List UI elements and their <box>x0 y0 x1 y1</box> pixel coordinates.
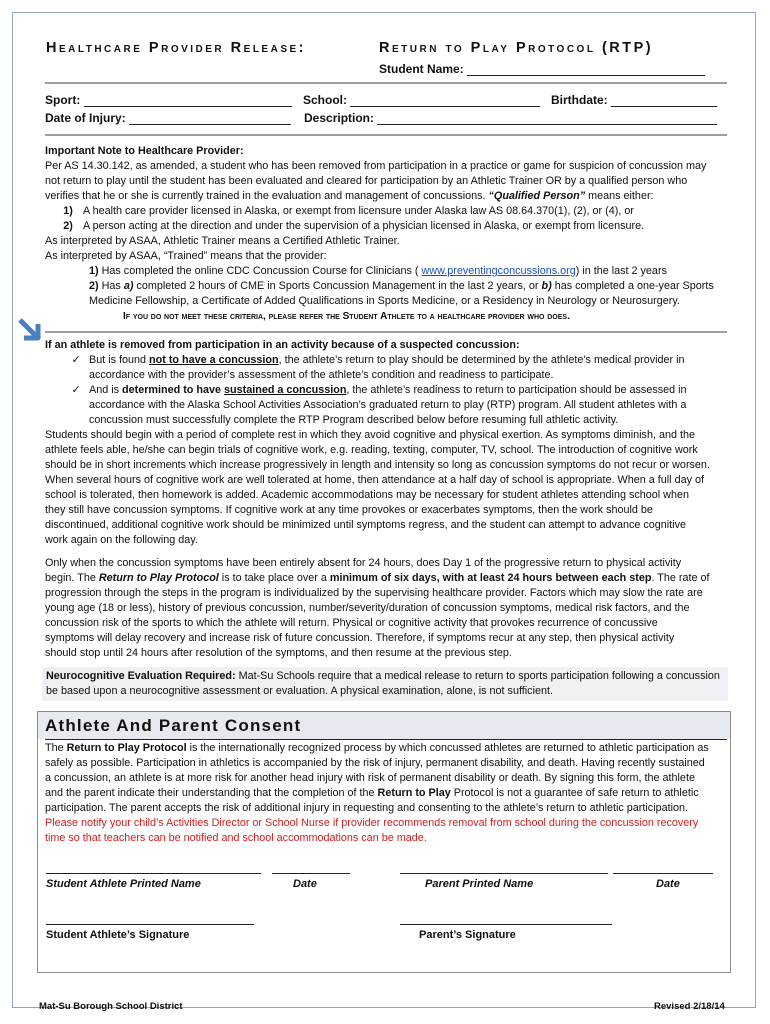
consent-line-3: a concussion, an athlete is at more risk for another head injury with risk of permanent disability or death. By signing this form, the athlete <box>45 772 695 784</box>
rest-para-line-5: school is tolerated, then homework is added. Academic accommodations may be necessary for student athletes attending school when <box>45 489 689 501</box>
birthdate-label: Birthdate: <box>551 93 608 107</box>
trained-2-option-a: a) <box>123 280 134 292</box>
consent-line-4-b: Protocol is not a guarantee of safe return to athletic <box>450 787 699 799</box>
athlete-date-line[interactable] <box>272 873 350 874</box>
note-divider <box>45 331 727 333</box>
trained-item-1 <box>45 264 735 279</box>
athlete-signature-line[interactable] <box>46 924 254 925</box>
rest-para-line-8: work again on the following day. <box>45 534 198 546</box>
check-1-text-a: But is found <box>89 354 150 366</box>
date-of-injury-field[interactable] <box>129 113 291 125</box>
rest-para-line-2: athlete feels able, he/she can begin trials of cognitive work, e.g. reading, texting, computer, TV, school. The introduction of cognitive work <box>45 444 698 456</box>
note-item-2 <box>45 219 735 234</box>
rest-para-line-6: they still have concussion symptoms. If cognitive work at any time provokes or exacerbates symptoms, then the work should be <box>45 504 653 516</box>
rtp-line-5: concussion risk of the sports to which the athlete will return. Physical or cognitive activity that provokes recurrence of concussive <box>45 617 658 629</box>
sport-row <box>45 93 292 107</box>
student-name-row <box>379 62 705 76</box>
parent-signature-line[interactable] <box>400 924 612 925</box>
no-concussion-term: not to have a concussion <box>149 354 279 366</box>
cdc-course-link[interactable]: www.preventingconcussions.org <box>421 265 576 277</box>
birthdate-field[interactable] <box>611 95 717 107</box>
consent-text <box>45 741 735 846</box>
consent-line-1 <box>45 741 735 756</box>
parent-date-label: Date <box>656 878 680 890</box>
trained-item-2 <box>45 279 735 294</box>
rtp-line-7: should stop until 24 hours after resolution of the symptoms, and then resume at the previous step. <box>45 647 512 659</box>
parent-printed-name-label: Parent Printed Name <box>425 878 534 890</box>
removed-section <box>45 338 735 548</box>
date-of-injury-row <box>45 111 291 125</box>
athlete-signature-label: Student Athlete’s Signature <box>46 929 190 941</box>
student-name-label: Student Name: <box>379 62 464 76</box>
header-left-title: Healthcare Provider Release: <box>46 40 306 56</box>
trained-2-text-b: completed 2 hours of CME in Sports Concussion Management in the last 2 years, or <box>133 280 542 292</box>
neurocognitive-text <box>46 669 730 699</box>
check-item-2-cont-1: accordance with the Alaska School Activities Association’s graduated return to play (RTP) program. All student athletes with a <box>89 399 687 411</box>
rest-para-line-3: should be in short increments which increase progressively in length and intensity so long as concussion symptoms do not recur or worsen. <box>45 459 710 471</box>
neuro-line-2: be based upon a neurocognitive assessment or evaluation. A physical examination, alone, is not sufficient. <box>46 685 553 697</box>
note-item-1 <box>45 204 735 219</box>
description-label: Description: <box>304 111 375 125</box>
note-line-2: not return to play until the student has been evaluated and cleared for participation by an Athletic Trainer OR by a qualified person who <box>45 175 688 187</box>
rtp-line-2 <box>45 571 735 586</box>
sustained-concussion-term: sustained a concussion <box>224 384 347 396</box>
item-1-text: A health care provider licensed in Alaska, or exempt from licensure under Alaska law AS 08.64.370(1), (2), or (4), or <box>83 205 634 217</box>
note-line-3 <box>45 189 735 204</box>
athlete-printed-name-label: Student Athlete Printed Name <box>46 878 201 890</box>
birthdate-row <box>551 93 717 107</box>
neuro-line-1 <box>46 669 730 684</box>
header-divider <box>45 82 727 84</box>
check-item-1-cont: accordance with the provider’s assessment of the athlete’s condition and readiness to participate. <box>89 369 554 381</box>
rtp-line-6: symptoms will delay recovery and increase risk of future concussion. Therefore, if symptoms recur at any step, then physical activity <box>45 632 675 644</box>
trained-1-end: ) in the last 2 years <box>575 265 667 277</box>
neuro-line-1-text: Mat-Su Schools require that a medical release to return to sports participation following a concussion <box>235 670 720 682</box>
school-field[interactable] <box>350 95 540 107</box>
check-item-2 <box>45 383 735 398</box>
description-field[interactable] <box>377 113 717 125</box>
parent-signature-label: Parent’s Signature <box>419 929 516 941</box>
consent-line-4-a: and the parent indicate their understanding that the completion of the <box>45 787 378 799</box>
check-2-text-b: , the athlete’s readiness to return to participation should be assessed in <box>346 384 687 396</box>
sport-label: Sport: <box>45 93 81 107</box>
six-days-term: minimum of six days, with at least 24 hours between each step <box>329 572 652 584</box>
trained-2-text-a: Has <box>98 280 124 292</box>
checkmark-icon: ✓ <box>71 354 81 366</box>
important-note-title: Important Note to Healthcare Provider: <box>45 145 244 157</box>
check-item-1 <box>45 353 735 368</box>
footer-district: Mat-Su Borough School District <box>39 1001 183 1012</box>
item-2-text: A person acting at the direction and under the supervision of a physician licensed in Alaska, or exempt from licensure. <box>83 220 645 232</box>
neuro-title: Neurocognitive Evaluation Required: <box>46 670 236 682</box>
rtp-line-3: progression through the steps in the program is individualized by the supervising healthcare provider. Factors which may slow the rate are <box>45 587 703 599</box>
consent-rtp-term-2: Return to Play <box>377 787 451 799</box>
consent-line-5: participation. The parent accepts the risk of additional injury in requesting and consenting to the athlete’s return to athletic participation. <box>45 802 689 814</box>
item-1-number: 1) <box>63 205 73 217</box>
note-line-1: Per AS 14.30.142, as amended, a student who has been removed from participation in a practice or game for suspicion of concussion may <box>45 160 707 172</box>
trained-2-option-b: b) <box>541 280 552 292</box>
sport-field[interactable] <box>84 95 292 107</box>
parent-printed-name-line[interactable] <box>400 873 608 874</box>
athlete-printed-name-line[interactable] <box>46 873 261 874</box>
rtp-line-2-b: is to take place over a <box>218 572 330 584</box>
checkmark-icon: ✓ <box>71 384 81 396</box>
consent-rtp-term: Return to Play Protocol <box>66 742 187 754</box>
asaa-line-1: As interpreted by ASAA, Athletic Trainer means a Certified Athletic Trainer. <box>45 235 400 247</box>
check-2-text-a: And is <box>89 384 123 396</box>
rtp-protocol-term: Return to Play Protocol <box>98 572 219 584</box>
trained-2-text-c: has completed a one-year Sports <box>551 280 714 292</box>
item-2-number: 2) <box>63 220 73 232</box>
trained-2-number: 2) <box>89 280 99 292</box>
check-1-text-b: , the athlete’s return to play should be determined by the athlete’s medical provider in <box>278 354 685 366</box>
trained-1-text: Has completed the online CDC Concussion Course for Clinicians ( <box>98 265 422 277</box>
consent-line-1-b: is the internationally recognized process by which concussed athletes are returned to athletic participation as <box>186 742 709 754</box>
rest-para-line-4: When several hours of cognitive work are well tolerated at home, then attendance at a half day of school is appropriate. When a full day of <box>45 474 704 486</box>
qualified-person-term: “Qualified Person” <box>488 190 586 202</box>
consent-title-rule <box>45 739 727 740</box>
rtp-line-2-c: . The rate of <box>651 572 710 584</box>
criteria-note: If you do not meet these criteria, please refer the Student Athlete to a healthcare provider who does. <box>123 311 570 322</box>
school-row <box>303 93 540 107</box>
footer-revised: Revised 2/18/14 <box>654 1001 725 1012</box>
arrow-pointer-icon <box>18 318 44 344</box>
fields-divider <box>45 134 727 136</box>
note-line-3-end: means either: <box>585 190 654 202</box>
header-right-title: Return to Play Protocol (RTP) <box>379 40 654 56</box>
rtp-line-2-a: begin. The <box>45 572 99 584</box>
determined-term: determined to have <box>122 384 225 396</box>
trained-1-number: 1) <box>89 265 99 277</box>
trained-item-2-cont: Medicine Fellowship, a Certificate of Added Qualifications in Sports Medicine, or a Residency in Neurology or Neurosurgery. <box>89 295 680 307</box>
consent-red-line-2: time so that teachers can be notified and school accommodations can be made. <box>45 832 427 844</box>
description-row <box>304 111 717 125</box>
rtp-paragraph <box>45 556 735 661</box>
parent-date-line[interactable] <box>613 873 713 874</box>
consent-line-2: safely as possible. Participation in athletics is accompanied by the risk of injury, permanent disability, and death. Having recently sustained <box>45 757 705 769</box>
date-of-injury-label: Date of Injury: <box>45 111 126 125</box>
rest-para-line-7: discontinued, additional cognitive work should be minimized until symptoms regress, and the student can attempt to advance cognitive <box>45 519 686 531</box>
asaa-line-2: As interpreted by ASAA, “Trained” means that the provider: <box>45 250 327 262</box>
rest-para-line-1: Students should begin with a period of complete rest in which they avoid cognitive and physical exertion. As symptoms diminish, and the <box>45 429 695 441</box>
student-name-field[interactable] <box>467 64 705 76</box>
important-note-section <box>45 144 735 324</box>
removed-title: If an athlete is removed from participation in an activity because of a suspected concussion: <box>45 339 520 351</box>
consent-title: Athlete And Parent Consent <box>45 716 302 735</box>
consent-red-line-1: Please notify your child’s Activities Director or School Nurse if provider recommends removal from school during the concussion recovery <box>45 817 699 829</box>
athlete-date-label: Date <box>293 878 317 890</box>
consent-line-1-a: The <box>45 742 67 754</box>
rtp-line-4: young age (18 or less), history of previous concussion, number/severity/duration of concussion symptoms, medical risk factors, and the <box>45 602 690 614</box>
school-label: School: <box>303 93 347 107</box>
rtp-line-1: Only when the concussion symptoms have been entirely absent for 24 hours, does Day 1 of the progressive return to physical activity <box>45 557 682 569</box>
consent-line-4 <box>45 786 735 801</box>
note-line-3-text: verifies that he or she is currently trained in the evaluation and management of concussions. <box>45 190 486 202</box>
check-item-2-cont-2: concussion must successfully complete the RTP Program described below before resuming full athletic activity. <box>89 414 619 426</box>
